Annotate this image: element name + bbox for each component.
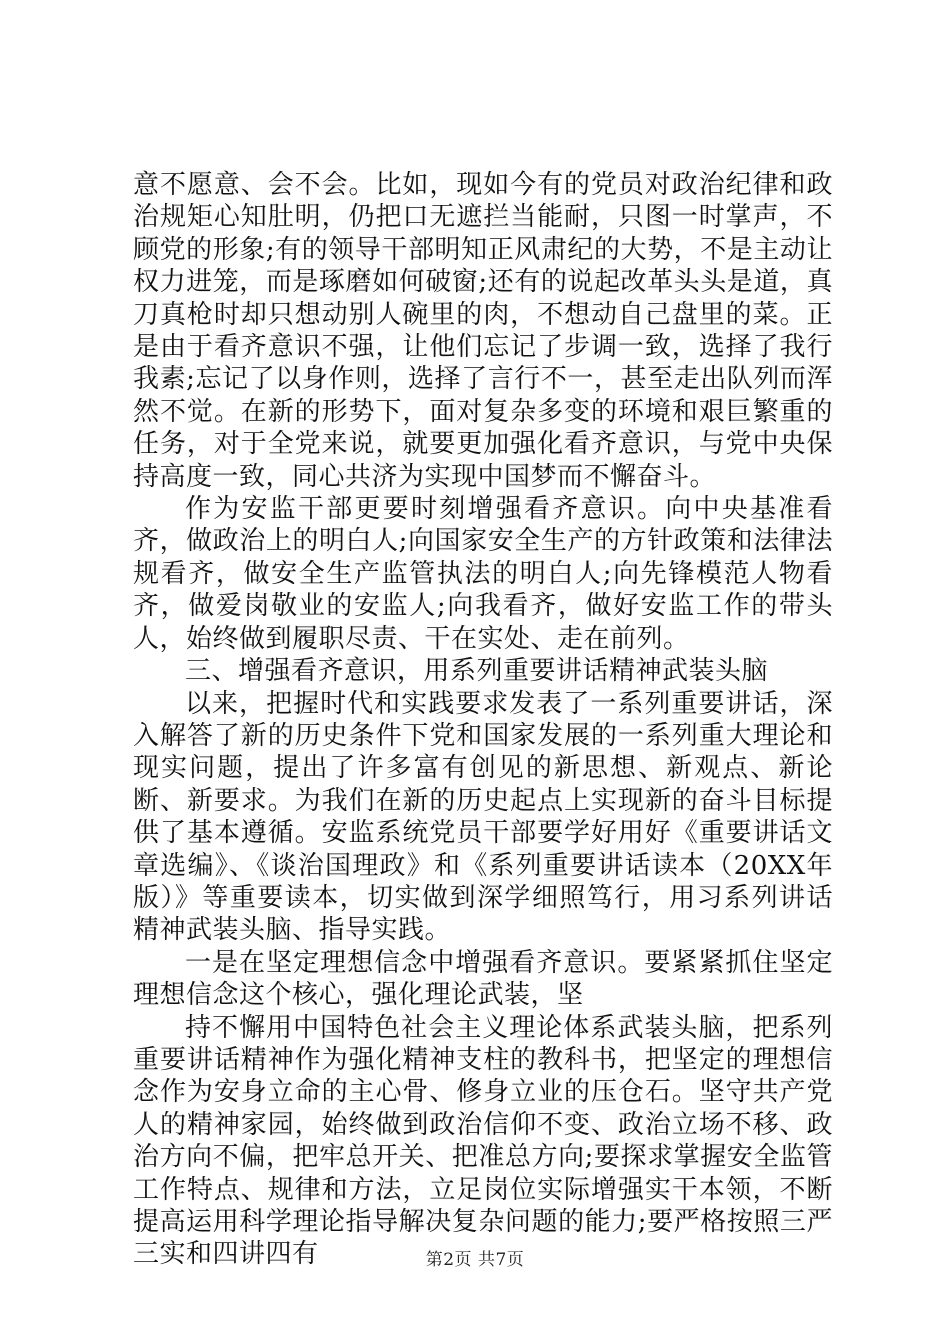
paragraph-1: 意不愿意、会不会。比如，现如今有的党员对政治纪律和政治规矩心知肚明，仍把口无遮拦当能耐，只图一时掌声，不顾党的形象;有的领导干部明知正风肃纪的大势，不是主动让权力进笼，而是琢磨如何破窗;还有的说起改革头头是道，真刀真枪时却只想动别人碗里的肉，不想动自己盘里的菜。正是由于看齐意识不强，让他们忘记了步调一致，选择了我行我素;忘记了以身作则，选择了言行不一，甚至走出队列而浑然不觉。在新的形势下，面对复杂多变的环境和艰巨繁重的任务，对于全党来说，就要更加强化看齐意识，与党中央保持高度一致，同心共济为实现中国梦而不懈奋斗。 [133,170,833,492]
paragraph-3: 以来，把握时代和实践要求发表了一系列重要讲话，深入解答了新的历史条件下党和国家发展的一系列重大理论和现实问题，提出了许多富有创见的新思想、新观点、新论断、新要求。为我们在新的历史起点上实现新的奋斗目标提供了基本遵循。安监系统党员干部要学好用好《重要讲话文章选编》、《谈治国理政》和《系列重要讲话读本（20XX年版）》等重要读本，切实做到深学细照笃行，用习系列讲话精神武装头脑、指导实践。 [133,688,833,946]
paragraph-2: 作为安监干部更要时刻增强看齐意识。向中央基准看齐，做政治上的明白人;向国家安全生产的方针政策和法律法规看齐，做安全生产监管执法的明白人;向先锋模范人物看齐，做爱岗敬业的安监人;向我看齐，做好安监工作的带头人，始终做到履职尽责、干在实处、走在前列。 [133,494,833,654]
body-text [133,169,833,1271]
paragraph-5: 持不懈用中国特色社会主义理论体系武装头脑，把系列重要讲话精神作为强化精神支柱的教科书，把坚定的理想信念作为安身立命的主心骨、修身立业的压仓石。坚守共产党人的精神家园，始终做到政治信仰不变、政治立场不移、政治方向不偏，把牢总开关、把准总方向;要探求掌握安全监管工作特点、规律和方法，立足岗位实际增强实干本领，不断提高运用科学理论指导解决复杂问题的能力;要严格按照三严三实和四讲四有 [133,1012,833,1270]
section-heading: 三、增强看齐意识，用系列重要讲话精神武装头脑 [185,656,769,687]
page-number-footer: 第2页 共7页 [425,1250,525,1270]
paragraph-4: 一是在坚定理想信念中增强看齐意识。要紧紧抓住坚定理想信念这个核心，强化理论武装，坚 [133,947,833,1011]
